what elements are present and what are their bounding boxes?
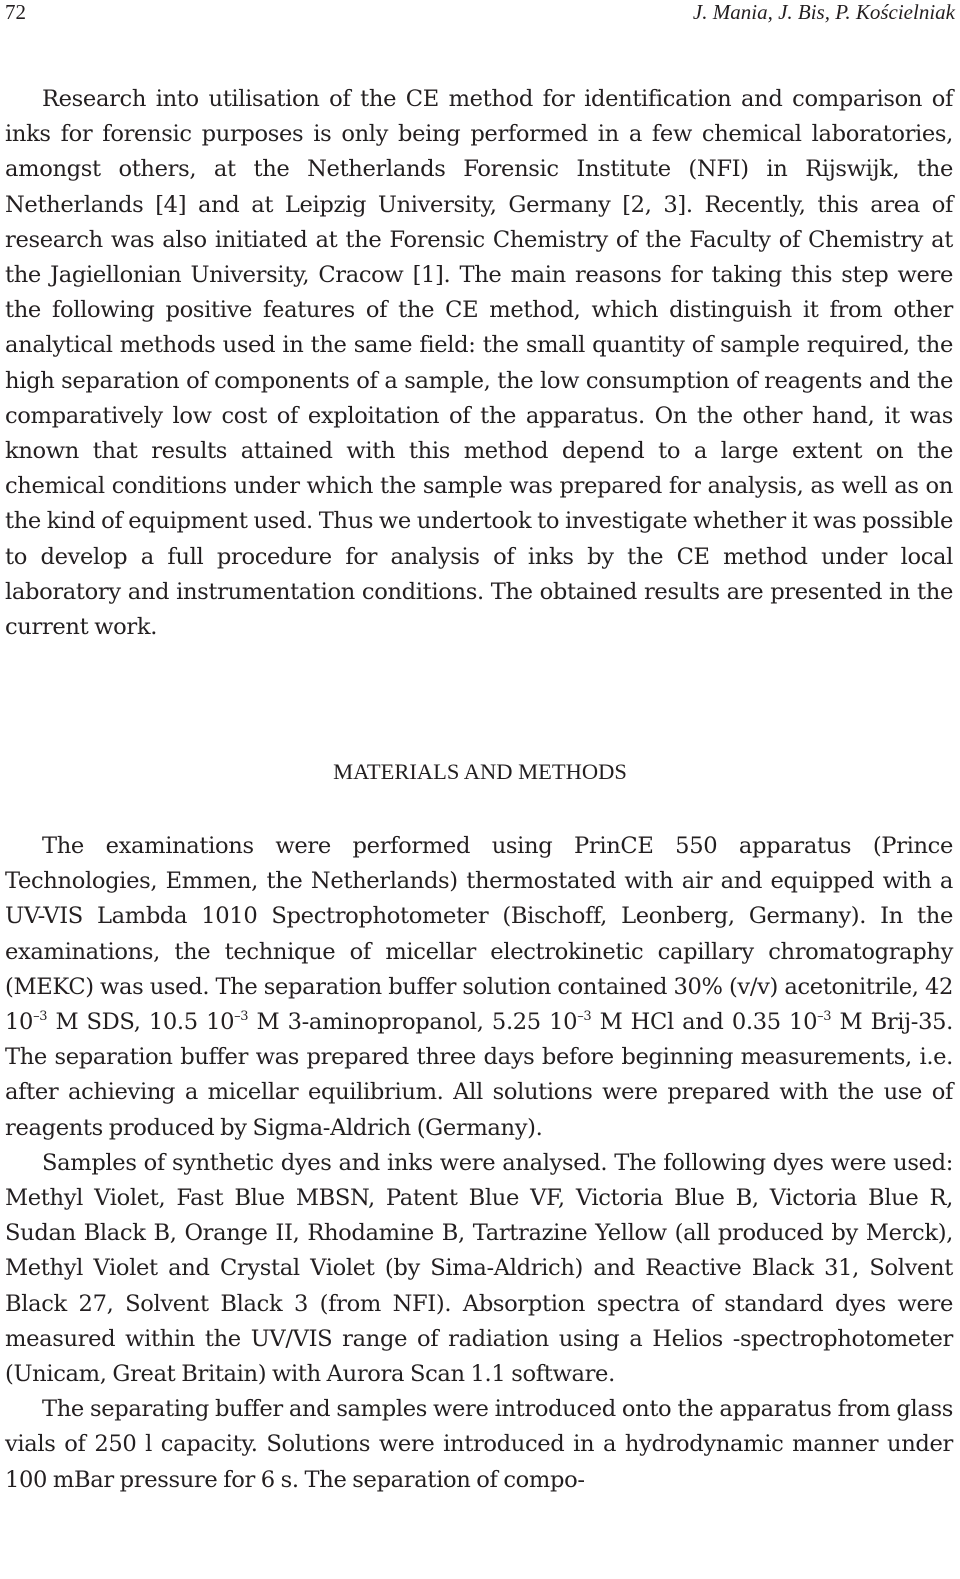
methods-paragraph-2: Samples of synthetic dyes and inks were analysed. The following dyes were used: Methyl Violet, Fast Blue MBSN, Patent Blue VF, Victoria Blue B, Victoria Blue R, Sudan Black B, Orange II, Rhodamine B, Tartrazine Yellow (all produced by Merck), Methyl Violet and Crystal Violet (by Sima-Aldrich) and Reactive Black 31, Solvent Black 27, Solvent Black 3 (from NFI). Absorption spectra of standard dyes were measured within the UV/VIS range of radiation using a Helios -spectrophotometer (Unicam, Great Britain) with Aurora Scan 1.1 software.	[5, 1149, 953, 1388]
page-number: 72	[5, 0, 26, 24]
exponent: –3	[33, 1009, 48, 1025]
running-head: J. Mania, J. Bis, P. Kościelniak	[692, 0, 955, 24]
intro-paragraph: Research into utilisation of the CE method for identification and comparison of inks for forensic purposes is only being performed in a few chemical laboratories, amongst others, at the Netherlands Forensic Institute (NFI) in Rijswijk, the Netherlands [4] and at Leipzig University, Germany [2, 3]. Recently, this area of research was also initiated at the Forensic Chemistry of the Faculty of Chemistry at the Jagiellonian University, Cracow [1]. The main reasons for taking this step were the following positive features of the CE method, which distinguish it from other analytical methods used in the same field: the small quantity of sample required, the high separation of components of a sample, the low consumption of reagents and the comparatively low cost of exploitation of the apparatus. On the other hand, it was known that results attained with this method depend to a large extent on the chemical conditions under which the sample was prepared for analysis, as well as on the kind of equipment used. Thus we undertook to investigate whether it was possible to develop a full procedure for analysis of inks by the CE method under local laboratory and instrumentation conditions. The obtained results are presented in the current work.	[5, 86, 953, 641]
methods-text: The examinations were performed using PrinCE 550 apparatus (Prince Technologies, Emmen, the Netherlands) thermostated with air and equipped with a UV-VIS Lambda 1010 Spectrophotometer (Bischoff, Leonberg, Germany). In the examinations, the technique of micellar electrokinetic capillary chromatography (MEKC) was used. The separation buffer solution contained 30% (v/v) acetonitrile, 42 10	[5, 833, 953, 1036]
page-header	[5, 0, 955, 24]
methods-paragraph-1	[5, 829, 953, 1146]
intro-section	[5, 82, 953, 645]
methods-section	[5, 829, 953, 1498]
methods-paragraph-3: The separating buffer and samples were introduced onto the apparatus from glass vials of 250 l capacity. Solutions were introduced in a hydrodynamic manner under 100 mBar pressure for 6 s. The separation of compo-	[5, 1396, 953, 1493]
exponent: –3	[817, 1009, 832, 1025]
methods-text: M 3-aminopropanol, 5.25 10	[248, 1009, 578, 1036]
exponent: –3	[577, 1009, 592, 1025]
methods-text: M Brij-35. The separation buffer was prepared three days before beginning measurements, i.e. after achieving a micellar equilibrium. All solutions were prepared with the use of reagents produced by Sigma-Aldrich (Germany).	[5, 1009, 953, 1141]
exponent: –3	[234, 1009, 249, 1025]
section-heading: MATERIALS AND METHODS	[333, 759, 627, 784]
methods-text: M SDS, 10.5 10	[47, 1009, 235, 1036]
methods-text: M HCl and 0.35 10	[591, 1009, 818, 1036]
